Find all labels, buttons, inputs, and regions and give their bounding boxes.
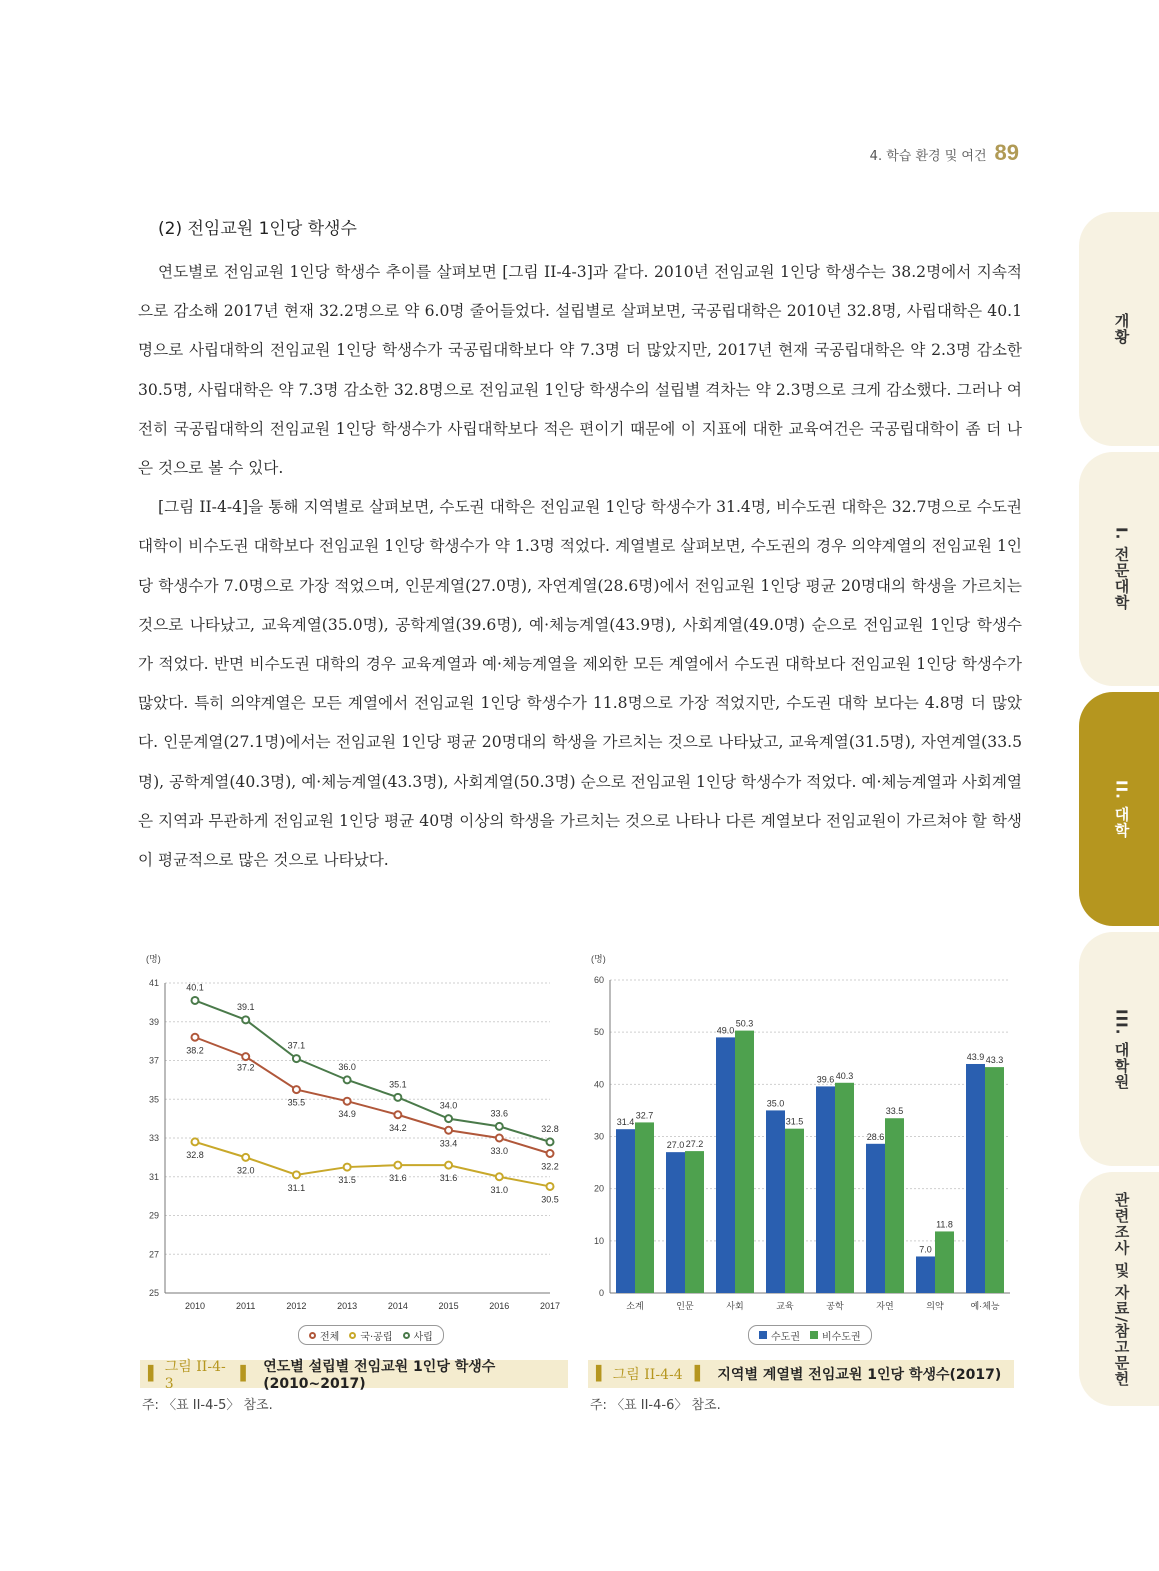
data-label: 27.0 [666, 1140, 685, 1151]
legend-marker [349, 1332, 356, 1339]
legend-label: 사립 [413, 1331, 433, 1343]
data-label: 43.3 [985, 1055, 1004, 1066]
data-point [192, 997, 199, 1004]
data-point [344, 1164, 351, 1171]
x-tick-label: 교육 [776, 1301, 794, 1311]
tab-junior-college[interactable] [1079, 452, 1159, 686]
data-label: 32.2 [541, 1161, 559, 1172]
data-label: 40.3 [835, 1070, 854, 1081]
bar-chart-legend [748, 1325, 872, 1345]
figure-note: 주: 〈표 II-4-6〉 참조. [590, 1398, 721, 1413]
data-label: 36.0 [338, 1061, 356, 1072]
paragraph: 연도별로 전임교원 1인당 학생수 추이를 살펴보면 [그림 II-4-3]과 같다. 2010년 전임교원 1인당 학생수는 38.2명에서 지속적으로 감소해 2017년 현재 32.2명으로 약 6.0명 줄어들었다. 설립별로 살펴보면, 국공립대학은 2010년 32.8명, 사립대학은 40.1명으로 사립대학의 전임교원 1인당 학생수가 국공립대학보다 약 7.3명 더 많았지만, 2017년 현재 국공립대학은 약 2.3명 감소한 30.5명, 사립대학은 약 7.3명 감소한 32.8명으로 전임교원 1인당 학생수의 설립별 격차는 약 2.3명으로 크게 감소했다. 그러나 여전히 국공립대학의 전임교원 1인당 학생수가 사립대학보다 적은 편이기 때문에 이 지표에 대한 교육여건은 국공립대학이 좀 더 나은 것으로 볼 수 있다. [138, 263, 1022, 478]
data-label: 31.4 [616, 1117, 635, 1128]
data-label: 34.9 [338, 1109, 356, 1120]
bar [616, 1129, 635, 1293]
data-point [293, 1055, 300, 1062]
data-point [394, 1162, 401, 1169]
y-tick-label: 39 [148, 1016, 159, 1027]
data-point [496, 1135, 503, 1142]
x-tick-label: 2011 [236, 1301, 256, 1311]
bar [666, 1152, 685, 1293]
legend-marker [759, 1331, 767, 1339]
data-label: 43.9 [966, 1051, 985, 1062]
x-tick-label: 2016 [489, 1301, 510, 1311]
figure-note: 주: 〈표 II-4-5〉 참조. [142, 1398, 273, 1413]
bar [735, 1031, 754, 1293]
x-tick-label: 2015 [438, 1301, 459, 1311]
tab-university[interactable] [1079, 692, 1159, 926]
data-point [344, 1076, 351, 1083]
y-tick-label: 0 [598, 1288, 604, 1298]
bar [835, 1083, 854, 1293]
bar [885, 1118, 904, 1293]
data-point [394, 1111, 401, 1118]
header-section: 4. 학습 환경 및 여건 [869, 149, 987, 164]
data-label: 31.0 [490, 1184, 509, 1195]
bar [716, 1037, 735, 1293]
legend-marker [810, 1331, 818, 1339]
data-label: 32.0 [236, 1165, 255, 1176]
data-label: 30.5 [541, 1194, 559, 1205]
data-label: 35.0 [766, 1098, 785, 1109]
data-point [192, 1034, 199, 1041]
figure-caption [140, 1359, 568, 1392]
data-label: 38.2 [186, 1045, 204, 1056]
legend-label: 전체 [320, 1331, 340, 1343]
y-tick-label: 25 [148, 1288, 159, 1298]
y-unit-label: (명) [146, 954, 161, 964]
data-point [445, 1162, 452, 1169]
legend-marker [403, 1332, 410, 1339]
y-tick-label: 37 [148, 1055, 159, 1066]
data-label: 27.2 [685, 1139, 704, 1150]
legend-item [759, 1328, 800, 1343]
tab-overview[interactable] [1079, 212, 1159, 446]
legend-item [403, 1328, 433, 1343]
data-label: 11.8 [936, 1219, 953, 1230]
data-point [547, 1150, 554, 1157]
legend-label: 국·공립 [360, 1331, 393, 1343]
data-label: 34.0 [439, 1100, 458, 1111]
data-label: 37.2 [236, 1062, 255, 1073]
data-point [242, 1154, 249, 1161]
bar [816, 1086, 835, 1293]
page-header [870, 140, 1019, 166]
caption-label: 그림 II-4-4 [612, 1367, 683, 1383]
data-label: 39.1 [236, 1001, 255, 1012]
caption-title: 연도별 설립별 전임교원 1인당 학생수(2010~2017) [263, 1359, 496, 1392]
x-tick-label: 2012 [286, 1301, 307, 1311]
caption-title: 지역별 계열별 전임교원 1인당 학생수(2017) [717, 1367, 1002, 1383]
y-tick-label: 27 [148, 1249, 159, 1260]
data-point [445, 1115, 452, 1122]
line-chart-legend [298, 1325, 444, 1345]
x-tick-label: 사회 [726, 1301, 744, 1311]
data-label: 28.6 [866, 1131, 885, 1142]
y-tick-label: 20 [593, 1183, 604, 1194]
data-label: 49.0 [716, 1025, 735, 1036]
y-tick-label: 31 [148, 1171, 159, 1182]
data-label: 33.4 [439, 1138, 458, 1149]
y-tick-label: 60 [593, 975, 604, 985]
paragraph: [그림 II-4-4]을 통해 지역별로 살펴보면, 수도권 대학은 전임교원 1인당 학생수가 31.4명, 비수도권 대학은 32.7명으로 수도권 대학이 비수도권 대학보다 전임교원 1인당 학생수가 약 1.3명 적었다. 계열별로 살펴보면, 수도권의 경우 의약계열의 전임교원 1인당 학생수가 7.0명으로 가장 적었으며, 인문계열(27.0명), 자연계열(28.6명)에서 전임교원 1인당 평균 20명대의 학생을 가르치는 것으로 나타났고, 교육계열(35.0명), 공학계열(39.6명), 예·체능계열(43.9명), 사회계열(49.0명) 순으로 전임교원 1인당 학생수가 적었다. 반면 비수도권 대학의 경우 교육계열과 예·체능계열을 제외한 모든 계열에서 수도권 대학보다 전임교원 1인당 학생수가 많았다. 특히 의약계열은 모든 계열에서 전임교원 1인당 학생수가 11.8명으로 가장 적었지만, 수도권 대학 보다는 4.8명 더 많았다. 인문계열(27.1명)에서는 전임교원 1인당 평균 20명대의 학생을 가르치는 것으로 나타났고, 교육계열(31.5명), 자연계열(33.5명), 공학계열(40.3명), 예·체능계열(43.3명), 사회계열(50.3명) 순으로 전임교원 1인당 학생수가 적었다. 예·체능계열과 사회계열은 지역과 무관하게 전임교원 1인당 평균 40명 이상의 학생을 가르치는 것으로 나타나 다른 계열보다 전임교원이 가르쳐야 할 학생이 평균적으로 많은 것으로 나타났다. [138, 498, 1022, 870]
data-label: 32.7 [635, 1110, 654, 1121]
legend-item [309, 1328, 339, 1343]
data-point [547, 1183, 554, 1190]
data-label: 35.1 [389, 1079, 407, 1090]
y-tick-label: 50 [593, 1027, 604, 1038]
data-point [547, 1138, 554, 1145]
bar [635, 1122, 654, 1293]
bar [785, 1129, 804, 1293]
data-point [496, 1173, 503, 1180]
line-chart [140, 950, 570, 1320]
data-point [445, 1127, 452, 1134]
bar-chart [585, 950, 1015, 1320]
x-tick-label: 의약 [926, 1301, 944, 1311]
x-tick-label: 2014 [387, 1301, 408, 1311]
caption-label: 그림 II-4-3 [164, 1359, 226, 1392]
y-tick-label: 29 [148, 1210, 159, 1221]
data-label: 33.0 [490, 1146, 509, 1156]
data-point [344, 1098, 351, 1105]
legend-item [810, 1328, 861, 1343]
tab-label: III. 대학원 [1112, 1008, 1131, 1090]
y-tick-label: 40 [593, 1079, 604, 1090]
bar [966, 1064, 985, 1293]
x-tick-label: 인문 [676, 1301, 694, 1311]
data-point [192, 1138, 199, 1145]
data-label: 31.6 [439, 1173, 458, 1184]
caption-mark: ▌ [148, 1366, 159, 1382]
y-tick-label: 35 [148, 1094, 159, 1105]
data-point [496, 1123, 503, 1130]
line-chart-svg [140, 950, 570, 1320]
legend-item [349, 1328, 392, 1343]
tab-graduate-school[interactable] [1079, 932, 1159, 1166]
y-tick-label: 33 [148, 1133, 159, 1143]
data-label: 33.6 [490, 1108, 509, 1119]
bar [916, 1256, 935, 1293]
tab-label: II. 대학 [1112, 779, 1131, 839]
y-tick-label: 10 [593, 1235, 604, 1246]
page-number: 89 [994, 140, 1019, 165]
y-tick-label: 41 [148, 978, 159, 988]
x-tick-label: 자연 [876, 1301, 894, 1311]
x-tick-label: 2010 [184, 1301, 206, 1311]
y-tick-label: 30 [593, 1131, 604, 1142]
data-point [242, 1053, 249, 1060]
bar [866, 1144, 885, 1293]
data-point [293, 1086, 300, 1093]
x-tick-label: 2017 [539, 1301, 561, 1311]
data-label: 7.0 [919, 1244, 932, 1255]
bar [935, 1231, 954, 1293]
data-label: 31.5 [338, 1175, 356, 1186]
data-label: 39.6 [816, 1074, 835, 1085]
data-label: 31.6 [389, 1173, 407, 1184]
section-title: (2) 전임교원 1인당 학생수 [158, 219, 357, 239]
bar [766, 1110, 785, 1293]
data-point [394, 1094, 401, 1101]
figure-caption [588, 1360, 1014, 1388]
bar [985, 1067, 1004, 1293]
legend-label: 수도권 [771, 1331, 800, 1343]
bar [685, 1151, 704, 1293]
tab-label: I. 전문대학 [1112, 527, 1131, 611]
caption-mark: ▌ [694, 1366, 706, 1382]
legend-label: 비수도권 [821, 1331, 861, 1343]
tab-label: 관련조사 및 자료/참고문헌 [1112, 1191, 1131, 1387]
tab-references[interactable] [1079, 1172, 1159, 1406]
data-label: 32.8 [541, 1123, 559, 1134]
y-unit-label: (명) [591, 954, 606, 964]
data-point [293, 1171, 300, 1178]
caption-mark: ▌ [240, 1366, 252, 1382]
data-label: 32.8 [186, 1149, 204, 1160]
tab-label: 개황 [1112, 313, 1131, 345]
data-label: 31.1 [287, 1182, 306, 1193]
data-label: 31.5 [785, 1116, 804, 1127]
x-tick-label: 예·체능 [970, 1301, 1000, 1311]
bar-chart-svg [585, 950, 1015, 1320]
x-tick-label: 2013 [337, 1301, 358, 1311]
data-label: 40.1 [186, 982, 204, 993]
data-label: 34.2 [389, 1122, 407, 1133]
data-label: 33.5 [885, 1106, 904, 1117]
data-label: 35.5 [287, 1097, 306, 1108]
data-label: 50.3 [735, 1018, 754, 1029]
data-point [242, 1016, 249, 1023]
data-label: 37.1 [287, 1040, 306, 1051]
legend-marker [309, 1332, 316, 1339]
x-tick-label: 소계 [626, 1301, 644, 1311]
x-tick-label: 공학 [826, 1301, 844, 1311]
body-text [138, 253, 1022, 880]
caption-mark: ▌ [596, 1366, 607, 1382]
